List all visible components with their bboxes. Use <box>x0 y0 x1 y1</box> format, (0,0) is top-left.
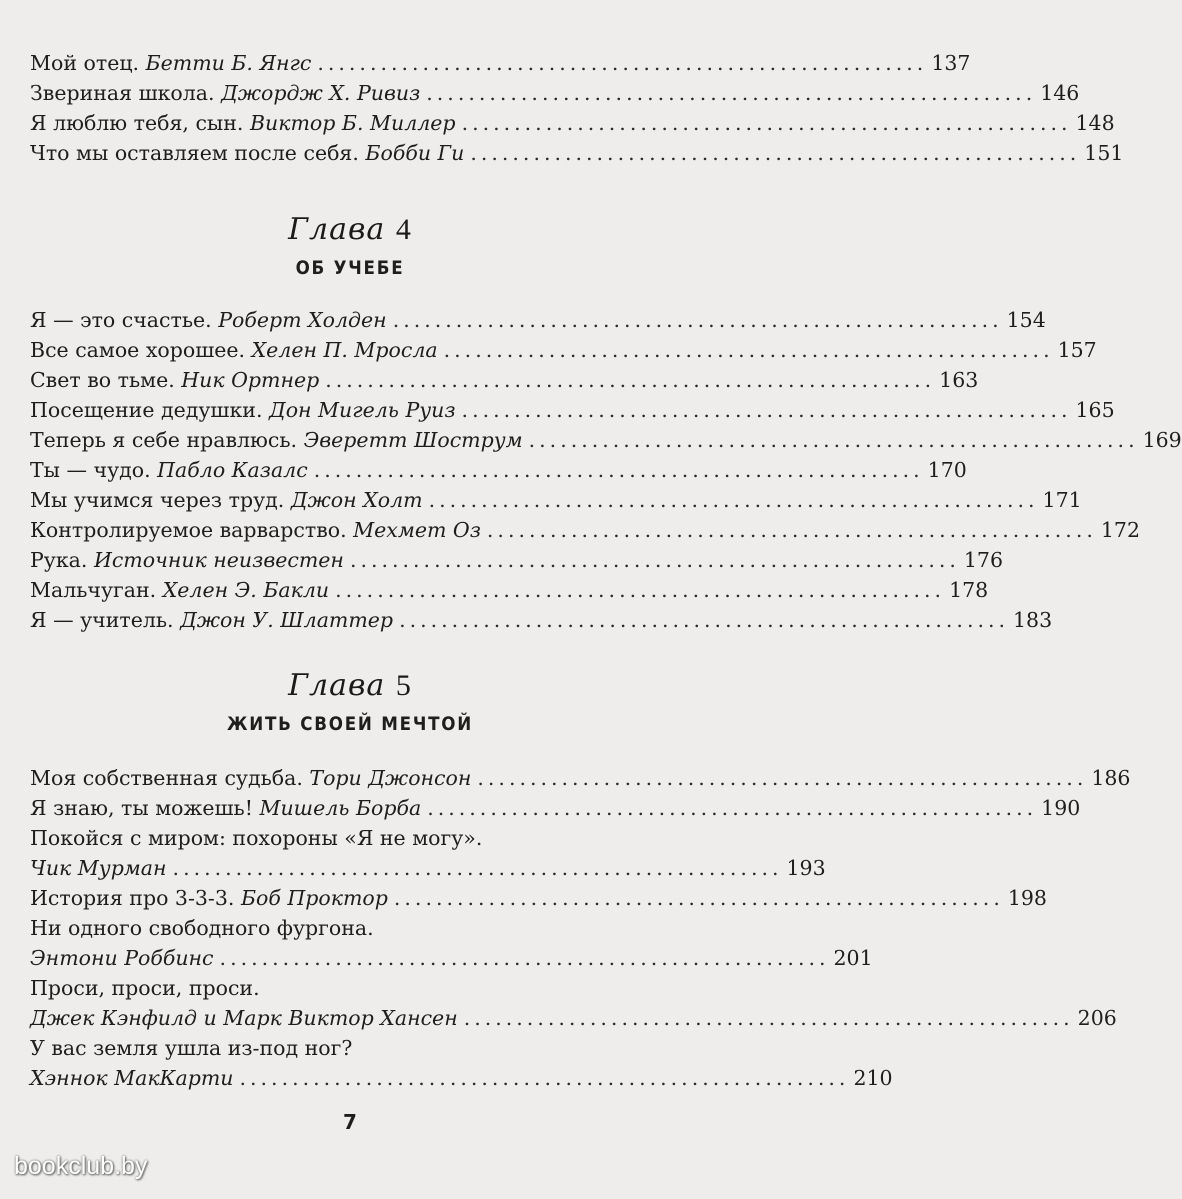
entry-title: Мы учимся через труд. <box>30 488 285 512</box>
entry-title: Теперь я себе нравлюсь. <box>30 428 298 452</box>
entry-title: Я люблю тебя, сын. <box>30 111 244 135</box>
entry-page-number: 206 <box>1077 1006 1117 1030</box>
toc-entry <box>30 973 1117 1033</box>
toc-section-top <box>30 48 1124 168</box>
entry-title: Мой отец. <box>30 51 140 75</box>
entry-author: Бетти Б. Янгс <box>145 51 312 75</box>
entry-page-number: 157 <box>1057 338 1097 362</box>
chapter-4-heading <box>0 212 700 282</box>
entry-page-number: 201 <box>833 946 873 970</box>
page-number: 7 <box>343 1110 357 1134</box>
leader-dots: .......................................................... <box>325 368 936 392</box>
entry-author: Тори Джонсон <box>309 766 472 790</box>
entry-title: Я — учитель. <box>30 608 174 632</box>
chapter-5-heading <box>0 668 700 738</box>
entry-title: Я знаю, ты можешь! <box>30 796 253 820</box>
toc-entry <box>30 1033 893 1093</box>
entry-author: Дон Мигель Руиз <box>269 398 456 422</box>
entry-page-number: 137 <box>931 51 971 75</box>
entry-author: Джордж Х. Ривиз <box>221 81 421 105</box>
chapter-title: ОБ УЧЕБЕ <box>295 257 405 279</box>
entry-title: Контролируемое варварство. <box>30 518 347 542</box>
watermark: bookclub.by <box>14 1152 148 1180</box>
entry-title: У вас земля ушла из-под ног? <box>30 1036 353 1060</box>
entry-page-number: 193 <box>786 856 826 880</box>
leader-dots: .......................................................... <box>392 308 1003 332</box>
entry-author: Энтони Роббинс <box>30 946 214 970</box>
toc-entry <box>30 108 1115 138</box>
toc-entry <box>30 395 1115 425</box>
entry-page-number: 154 <box>1006 308 1046 332</box>
leader-dots: .......................................................... <box>335 578 946 602</box>
leader-dots: .......................................................... <box>463 1006 1074 1030</box>
entry-page-number: 186 <box>1091 766 1131 790</box>
toc-chapter-4 <box>30 305 1182 635</box>
entry-page-number: 178 <box>949 578 989 602</box>
entry-author: Ник Ортнер <box>181 368 320 392</box>
entry-author: Эверетт Шострум <box>303 428 523 452</box>
toc-entry <box>30 913 873 973</box>
leader-dots: .......................................................... <box>427 796 1038 820</box>
entry-author: Хелен Э. Бакли <box>162 578 330 602</box>
toc-entry <box>30 455 967 485</box>
entry-author: Мишель Борба <box>259 796 422 820</box>
entry-title: Все самое хорошее. <box>30 338 246 362</box>
toc-entry <box>30 335 1097 365</box>
entry-page-number: 210 <box>853 1066 893 1090</box>
leader-dots: .......................................................... <box>528 428 1139 452</box>
toc-entry <box>30 48 971 78</box>
chapter-title: ЖИТЬ СВОЕЙ МЕЧТОЙ <box>226 713 473 735</box>
entry-title: Мальчуган. <box>30 578 157 602</box>
leader-dots: .......................................................... <box>486 518 1097 542</box>
toc-entry <box>30 883 1047 913</box>
toc-entry <box>30 305 1046 335</box>
entry-author: Хэннок МакКарти <box>30 1066 234 1090</box>
leader-dots: .......................................................... <box>313 458 924 482</box>
toc-entry <box>30 138 1124 168</box>
entry-author: Джон У. Шлаттер <box>180 608 394 632</box>
leader-dots: .......................................................... <box>443 338 1054 362</box>
leader-dots: .......................................................... <box>470 141 1081 165</box>
leader-dots: .......................................................... <box>428 488 1039 512</box>
entry-author: Джон Холт <box>290 488 423 512</box>
chapter-label: Глава 5 <box>288 668 412 703</box>
entry-author: Чик Мурман <box>30 856 167 880</box>
entry-page-number: 170 <box>927 458 967 482</box>
leader-dots: .......................................................... <box>239 1066 850 1090</box>
entry-author: Источник неизвестен <box>93 548 344 572</box>
entry-page-number: 151 <box>1084 141 1124 165</box>
leader-dots: .......................................................... <box>461 398 1072 422</box>
entry-page-number: 171 <box>1042 488 1082 512</box>
leader-dots: .......................................................... <box>426 81 1037 105</box>
toc-entry <box>30 793 1081 823</box>
leader-dots: .......................................................... <box>219 946 830 970</box>
toc-chapter-5 <box>30 763 1131 1093</box>
toc-entry <box>30 823 826 883</box>
entry-title: Проси, проси, проси. <box>30 976 260 1000</box>
entry-page-number: 163 <box>939 368 979 392</box>
entry-page-number: 172 <box>1100 518 1140 542</box>
leader-dots: .......................................................... <box>399 608 1010 632</box>
leader-dots: .......................................................... <box>477 766 1088 790</box>
entry-title: История про 3-3-3. <box>30 886 235 910</box>
entry-title: Ни одного свободного фургона. <box>30 916 374 940</box>
toc-entry <box>30 763 1131 793</box>
entry-author: Пабло Казалс <box>157 458 308 482</box>
entry-title: Я — это счастье. <box>30 308 212 332</box>
entry-title: Звериная школа. <box>30 81 215 105</box>
entry-page-number: 198 <box>1007 886 1047 910</box>
toc-entry <box>30 485 1082 515</box>
toc-entry <box>30 78 1080 108</box>
leader-dots: .......................................................... <box>461 111 1072 135</box>
chapter-label: Глава 4 <box>288 212 412 247</box>
entry-title: Рука. <box>30 548 88 572</box>
entry-title: Свет во тьме. <box>30 368 175 392</box>
chapter-number: 5 <box>395 669 412 702</box>
entry-page-number: 146 <box>1040 81 1080 105</box>
entry-author: Джек Кэнфилд и Марк Виктор Хансен <box>30 1006 458 1030</box>
leader-dots: .......................................................... <box>317 51 928 75</box>
entry-author: Виктор Б. Миллер <box>249 111 456 135</box>
toc-entry <box>30 365 979 395</box>
entry-author: Мехмет Оз <box>353 518 481 542</box>
entry-page-number: 165 <box>1075 398 1115 422</box>
leader-dots: .......................................................... <box>349 548 960 572</box>
entry-author: Бобби Ги <box>365 141 465 165</box>
toc-entry <box>30 575 989 605</box>
leader-dots: .......................................................... <box>172 856 783 880</box>
toc-entry <box>30 515 1140 545</box>
entry-page-number: 169 <box>1142 428 1182 452</box>
toc-entry <box>30 545 1004 575</box>
leader-dots: .......................................................... <box>393 886 1004 910</box>
entry-author: Хелен П. Мросла <box>251 338 438 362</box>
entry-title: Моя собственная судьба. <box>30 766 303 790</box>
entry-page-number: 176 <box>963 548 1004 572</box>
entry-author: Боб Проктор <box>240 886 388 910</box>
entry-title: Ты — чудо. <box>30 458 151 482</box>
entry-page-number: 148 <box>1075 111 1115 135</box>
entry-title: Посещение дедушки. <box>30 398 263 422</box>
entry-author: Роберт Холден <box>218 308 387 332</box>
chapter-number: 4 <box>395 213 412 246</box>
entry-title: Что мы оставляем после себя. <box>30 141 359 165</box>
entry-page-number: 183 <box>1013 608 1053 632</box>
toc-entry <box>30 605 1053 635</box>
entry-page-number: 190 <box>1041 796 1081 820</box>
entry-title: Покойся с миром: похороны «Я не могу». <box>30 826 483 850</box>
toc-entry <box>30 425 1182 455</box>
